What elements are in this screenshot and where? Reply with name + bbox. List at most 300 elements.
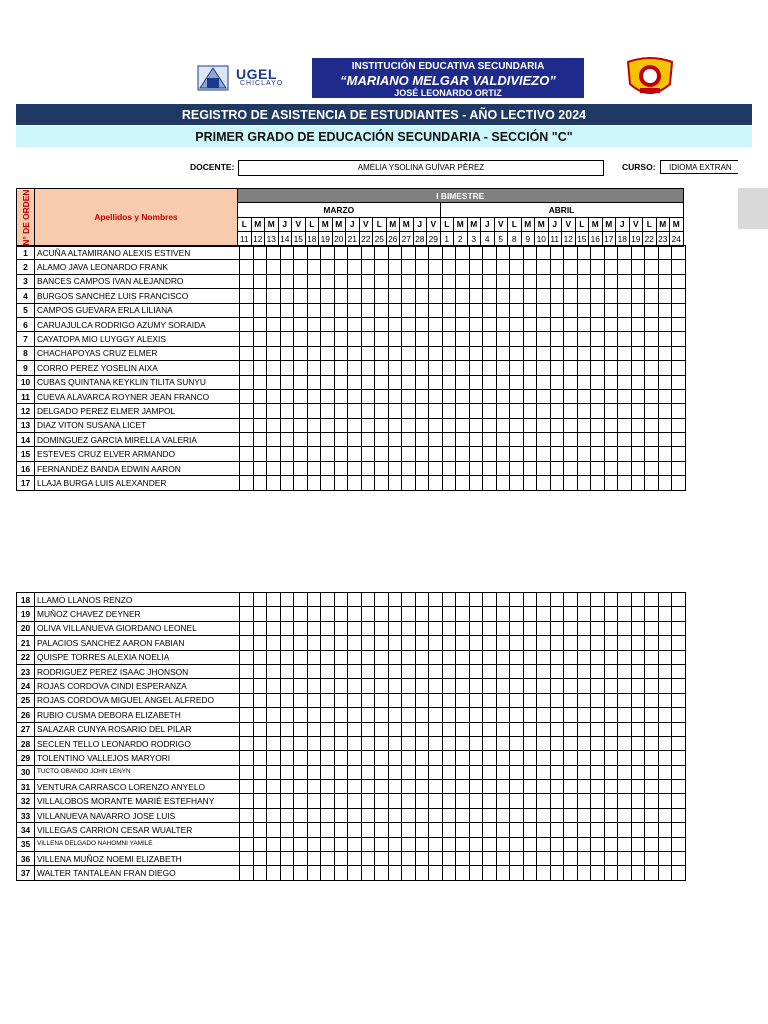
attendance-cell[interactable] xyxy=(321,866,335,880)
attendance-cell[interactable] xyxy=(240,621,254,635)
attendance-cell[interactable] xyxy=(402,780,416,794)
attendance-cell[interactable] xyxy=(604,852,618,866)
attendance-cell[interactable] xyxy=(483,375,497,389)
attendance-cell[interactable] xyxy=(415,461,429,475)
attendance-cell[interactable] xyxy=(361,289,375,303)
attendance-cell[interactable] xyxy=(307,260,321,274)
attendance-cell[interactable] xyxy=(591,289,605,303)
attendance-cell[interactable] xyxy=(388,808,402,822)
attendance-cell[interactable] xyxy=(618,246,632,260)
attendance-cell[interactable] xyxy=(496,679,510,693)
attendance-cell[interactable] xyxy=(523,780,537,794)
attendance-cell[interactable] xyxy=(415,650,429,664)
attendance-cell[interactable] xyxy=(645,751,659,765)
attendance-cell[interactable] xyxy=(550,476,564,490)
attendance-cell[interactable] xyxy=(469,303,483,317)
attendance-cell[interactable] xyxy=(537,375,551,389)
attendance-cell[interactable] xyxy=(564,636,578,650)
attendance-cell[interactable] xyxy=(388,433,402,447)
attendance-cell[interactable] xyxy=(672,389,686,403)
attendance-cell[interactable] xyxy=(658,823,672,837)
attendance-cell[interactable] xyxy=(550,332,564,346)
attendance-cell[interactable] xyxy=(361,375,375,389)
attendance-cell[interactable] xyxy=(631,332,645,346)
attendance-cell[interactable] xyxy=(591,837,605,851)
attendance-cell[interactable] xyxy=(321,332,335,346)
attendance-cell[interactable] xyxy=(537,418,551,432)
attendance-cell[interactable] xyxy=(334,808,348,822)
attendance-cell[interactable] xyxy=(537,679,551,693)
attendance-cell[interactable] xyxy=(348,823,362,837)
attendance-cell[interactable] xyxy=(402,361,416,375)
attendance-cell[interactable] xyxy=(631,693,645,707)
attendance-cell[interactable] xyxy=(402,461,416,475)
attendance-cell[interactable] xyxy=(510,852,524,866)
attendance-cell[interactable] xyxy=(658,607,672,621)
attendance-cell[interactable] xyxy=(307,389,321,403)
attendance-cell[interactable] xyxy=(550,736,564,750)
attendance-cell[interactable] xyxy=(388,289,402,303)
attendance-cell[interactable] xyxy=(537,837,551,851)
attendance-cell[interactable] xyxy=(496,794,510,808)
attendance-cell[interactable] xyxy=(321,650,335,664)
attendance-cell[interactable] xyxy=(618,679,632,693)
attendance-cell[interactable] xyxy=(240,317,254,331)
attendance-cell[interactable] xyxy=(294,866,308,880)
attendance-cell[interactable] xyxy=(523,461,537,475)
attendance-cell[interactable] xyxy=(334,260,348,274)
attendance-cell[interactable] xyxy=(550,447,564,461)
attendance-cell[interactable] xyxy=(658,650,672,664)
attendance-cell[interactable] xyxy=(496,607,510,621)
attendance-cell[interactable] xyxy=(564,650,578,664)
attendance-cell[interactable] xyxy=(280,621,294,635)
attendance-cell[interactable] xyxy=(672,708,686,722)
attendance-cell[interactable] xyxy=(361,780,375,794)
attendance-cell[interactable] xyxy=(240,593,254,607)
attendance-cell[interactable] xyxy=(442,823,456,837)
attendance-cell[interactable] xyxy=(564,303,578,317)
attendance-cell[interactable] xyxy=(469,332,483,346)
attendance-cell[interactable] xyxy=(550,274,564,288)
attendance-cell[interactable] xyxy=(496,866,510,880)
attendance-cell[interactable] xyxy=(550,708,564,722)
attendance-cell[interactable] xyxy=(348,332,362,346)
attendance-cell[interactable] xyxy=(253,650,267,664)
attendance-cell[interactable] xyxy=(591,693,605,707)
attendance-cell[interactable] xyxy=(334,607,348,621)
attendance-cell[interactable] xyxy=(388,621,402,635)
attendance-cell[interactable] xyxy=(240,607,254,621)
attendance-cell[interactable] xyxy=(240,346,254,360)
attendance-cell[interactable] xyxy=(510,664,524,678)
attendance-cell[interactable] xyxy=(415,736,429,750)
attendance-cell[interactable] xyxy=(564,607,578,621)
attendance-cell[interactable] xyxy=(415,476,429,490)
attendance-cell[interactable] xyxy=(402,332,416,346)
attendance-cell[interactable] xyxy=(348,260,362,274)
attendance-cell[interactable] xyxy=(348,708,362,722)
attendance-cell[interactable] xyxy=(510,260,524,274)
attendance-cell[interactable] xyxy=(402,852,416,866)
attendance-cell[interactable] xyxy=(645,679,659,693)
attendance-cell[interactable] xyxy=(645,621,659,635)
attendance-cell[interactable] xyxy=(402,404,416,418)
attendance-cell[interactable] xyxy=(510,780,524,794)
attendance-cell[interactable] xyxy=(280,375,294,389)
attendance-cell[interactable] xyxy=(537,708,551,722)
attendance-cell[interactable] xyxy=(267,621,281,635)
attendance-cell[interactable] xyxy=(469,593,483,607)
attendance-cell[interactable] xyxy=(523,751,537,765)
attendance-cell[interactable] xyxy=(294,303,308,317)
attendance-cell[interactable] xyxy=(618,274,632,288)
attendance-cell[interactable] xyxy=(550,433,564,447)
attendance-cell[interactable] xyxy=(280,664,294,678)
attendance-cell[interactable] xyxy=(564,447,578,461)
attendance-cell[interactable] xyxy=(564,736,578,750)
attendance-cell[interactable] xyxy=(253,447,267,461)
attendance-cell[interactable] xyxy=(537,476,551,490)
attendance-cell[interactable] xyxy=(564,866,578,880)
attendance-cell[interactable] xyxy=(618,389,632,403)
attendance-cell[interactable] xyxy=(442,389,456,403)
attendance-cell[interactable] xyxy=(334,593,348,607)
attendance-cell[interactable] xyxy=(523,447,537,461)
attendance-cell[interactable] xyxy=(294,332,308,346)
attendance-cell[interactable] xyxy=(321,593,335,607)
attendance-cell[interactable] xyxy=(591,418,605,432)
attendance-cell[interactable] xyxy=(523,664,537,678)
attendance-cell[interactable] xyxy=(510,693,524,707)
attendance-cell[interactable] xyxy=(550,780,564,794)
attendance-cell[interactable] xyxy=(618,361,632,375)
attendance-cell[interactable] xyxy=(402,389,416,403)
attendance-cell[interactable] xyxy=(577,593,591,607)
attendance-cell[interactable] xyxy=(483,433,497,447)
attendance-cell[interactable] xyxy=(429,650,443,664)
attendance-cell[interactable] xyxy=(645,808,659,822)
attendance-cell[interactable] xyxy=(496,808,510,822)
attendance-cell[interactable] xyxy=(496,461,510,475)
attendance-cell[interactable] xyxy=(483,794,497,808)
attendance-cell[interactable] xyxy=(618,780,632,794)
attendance-cell[interactable] xyxy=(658,593,672,607)
attendance-cell[interactable] xyxy=(402,607,416,621)
attendance-cell[interactable] xyxy=(402,274,416,288)
attendance-cell[interactable] xyxy=(321,722,335,736)
attendance-cell[interactable] xyxy=(496,722,510,736)
attendance-cell[interactable] xyxy=(294,418,308,432)
attendance-cell[interactable] xyxy=(402,837,416,851)
attendance-cell[interactable] xyxy=(510,418,524,432)
attendance-cell[interactable] xyxy=(604,607,618,621)
attendance-cell[interactable] xyxy=(672,593,686,607)
attendance-cell[interactable] xyxy=(672,461,686,475)
attendance-cell[interactable] xyxy=(523,808,537,822)
attendance-cell[interactable] xyxy=(442,736,456,750)
attendance-cell[interactable] xyxy=(456,476,470,490)
attendance-cell[interactable] xyxy=(402,650,416,664)
attendance-cell[interactable] xyxy=(672,246,686,260)
attendance-cell[interactable] xyxy=(442,361,456,375)
attendance-cell[interactable] xyxy=(429,751,443,765)
attendance-cell[interactable] xyxy=(253,693,267,707)
attendance-cell[interactable] xyxy=(469,476,483,490)
attendance-cell[interactable] xyxy=(469,260,483,274)
attendance-cell[interactable] xyxy=(456,780,470,794)
attendance-cell[interactable] xyxy=(415,303,429,317)
attendance-cell[interactable] xyxy=(388,765,402,779)
attendance-cell[interactable] xyxy=(348,476,362,490)
attendance-cell[interactable] xyxy=(240,260,254,274)
attendance-cell[interactable] xyxy=(402,664,416,678)
attendance-cell[interactable] xyxy=(618,346,632,360)
attendance-cell[interactable] xyxy=(550,303,564,317)
attendance-cell[interactable] xyxy=(294,837,308,851)
attendance-cell[interactable] xyxy=(510,447,524,461)
attendance-cell[interactable] xyxy=(388,823,402,837)
attendance-cell[interactable] xyxy=(537,461,551,475)
attendance-cell[interactable] xyxy=(645,765,659,779)
attendance-cell[interactable] xyxy=(604,636,618,650)
attendance-cell[interactable] xyxy=(496,837,510,851)
attendance-cell[interactable] xyxy=(375,636,389,650)
attendance-cell[interactable] xyxy=(402,303,416,317)
attendance-cell[interactable] xyxy=(442,375,456,389)
attendance-cell[interactable] xyxy=(280,650,294,664)
attendance-cell[interactable] xyxy=(267,765,281,779)
attendance-cell[interactable] xyxy=(564,823,578,837)
attendance-cell[interactable] xyxy=(618,461,632,475)
attendance-cell[interactable] xyxy=(645,274,659,288)
attendance-cell[interactable] xyxy=(348,765,362,779)
attendance-cell[interactable] xyxy=(496,693,510,707)
attendance-cell[interactable] xyxy=(537,332,551,346)
attendance-cell[interactable] xyxy=(240,476,254,490)
attendance-cell[interactable] xyxy=(456,722,470,736)
attendance-cell[interactable] xyxy=(564,679,578,693)
attendance-cell[interactable] xyxy=(348,837,362,851)
attendance-cell[interactable] xyxy=(631,866,645,880)
attendance-cell[interactable] xyxy=(429,636,443,650)
attendance-cell[interactable] xyxy=(631,404,645,418)
attendance-cell[interactable] xyxy=(658,346,672,360)
attendance-cell[interactable] xyxy=(631,447,645,461)
attendance-cell[interactable] xyxy=(253,765,267,779)
attendance-cell[interactable] xyxy=(280,447,294,461)
attendance-cell[interactable] xyxy=(294,260,308,274)
attendance-cell[interactable] xyxy=(388,246,402,260)
attendance-cell[interactable] xyxy=(523,317,537,331)
attendance-cell[interactable] xyxy=(483,852,497,866)
attendance-cell[interactable] xyxy=(658,289,672,303)
attendance-cell[interactable] xyxy=(361,433,375,447)
attendance-cell[interactable] xyxy=(442,274,456,288)
attendance-cell[interactable] xyxy=(321,808,335,822)
attendance-cell[interactable] xyxy=(415,794,429,808)
attendance-cell[interactable] xyxy=(658,389,672,403)
attendance-cell[interactable] xyxy=(307,794,321,808)
attendance-cell[interactable] xyxy=(442,765,456,779)
attendance-cell[interactable] xyxy=(388,476,402,490)
attendance-cell[interactable] xyxy=(537,650,551,664)
attendance-cell[interactable] xyxy=(415,593,429,607)
attendance-cell[interactable] xyxy=(280,593,294,607)
attendance-cell[interactable] xyxy=(388,274,402,288)
attendance-cell[interactable] xyxy=(348,679,362,693)
attendance-cell[interactable] xyxy=(253,418,267,432)
attendance-cell[interactable] xyxy=(442,852,456,866)
attendance-cell[interactable] xyxy=(577,664,591,678)
attendance-cell[interactable] xyxy=(631,418,645,432)
attendance-cell[interactable] xyxy=(253,303,267,317)
attendance-cell[interactable] xyxy=(469,736,483,750)
attendance-cell[interactable] xyxy=(550,361,564,375)
attendance-cell[interactable] xyxy=(267,650,281,664)
attendance-cell[interactable] xyxy=(415,636,429,650)
attendance-cell[interactable] xyxy=(469,837,483,851)
attendance-cell[interactable] xyxy=(537,823,551,837)
attendance-cell[interactable] xyxy=(321,607,335,621)
attendance-cell[interactable] xyxy=(253,346,267,360)
attendance-cell[interactable] xyxy=(388,693,402,707)
attendance-cell[interactable] xyxy=(388,332,402,346)
attendance-cell[interactable] xyxy=(577,418,591,432)
attendance-cell[interactable] xyxy=(321,433,335,447)
attendance-cell[interactable] xyxy=(240,303,254,317)
attendance-cell[interactable] xyxy=(402,246,416,260)
attendance-cell[interactable] xyxy=(469,246,483,260)
attendance-cell[interactable] xyxy=(645,289,659,303)
attendance-cell[interactable] xyxy=(483,679,497,693)
attendance-cell[interactable] xyxy=(280,389,294,403)
attendance-cell[interactable] xyxy=(253,751,267,765)
attendance-cell[interactable] xyxy=(321,447,335,461)
attendance-cell[interactable] xyxy=(388,780,402,794)
attendance-cell[interactable] xyxy=(537,447,551,461)
attendance-cell[interactable] xyxy=(240,375,254,389)
attendance-cell[interactable] xyxy=(577,736,591,750)
attendance-cell[interactable] xyxy=(618,289,632,303)
attendance-cell[interactable] xyxy=(361,346,375,360)
attendance-cell[interactable] xyxy=(361,317,375,331)
attendance-cell[interactable] xyxy=(415,404,429,418)
attendance-cell[interactable] xyxy=(267,780,281,794)
attendance-cell[interactable] xyxy=(388,389,402,403)
attendance-cell[interactable] xyxy=(631,593,645,607)
attendance-cell[interactable] xyxy=(267,404,281,418)
attendance-cell[interactable] xyxy=(294,621,308,635)
attendance-cell[interactable] xyxy=(240,404,254,418)
attendance-cell[interactable] xyxy=(361,765,375,779)
attendance-cell[interactable] xyxy=(604,765,618,779)
attendance-cell[interactable] xyxy=(523,389,537,403)
attendance-cell[interactable] xyxy=(240,447,254,461)
attendance-cell[interactable] xyxy=(348,650,362,664)
attendance-cell[interactable] xyxy=(618,837,632,851)
attendance-cell[interactable] xyxy=(240,289,254,303)
attendance-cell[interactable] xyxy=(550,593,564,607)
attendance-cell[interactable] xyxy=(280,794,294,808)
attendance-cell[interactable] xyxy=(591,404,605,418)
attendance-cell[interactable] xyxy=(510,765,524,779)
attendance-cell[interactable] xyxy=(510,607,524,621)
attendance-cell[interactable] xyxy=(456,303,470,317)
attendance-cell[interactable] xyxy=(429,418,443,432)
attendance-cell[interactable] xyxy=(375,317,389,331)
attendance-cell[interactable] xyxy=(375,289,389,303)
attendance-cell[interactable] xyxy=(375,389,389,403)
attendance-cell[interactable] xyxy=(496,636,510,650)
attendance-cell[interactable] xyxy=(645,664,659,678)
attendance-cell[interactable] xyxy=(321,461,335,475)
attendance-cell[interactable] xyxy=(429,447,443,461)
attendance-cell[interactable] xyxy=(550,317,564,331)
attendance-cell[interactable] xyxy=(496,708,510,722)
attendance-cell[interactable] xyxy=(483,246,497,260)
attendance-cell[interactable] xyxy=(375,780,389,794)
attendance-cell[interactable] xyxy=(442,837,456,851)
attendance-cell[interactable] xyxy=(348,866,362,880)
attendance-cell[interactable] xyxy=(537,751,551,765)
attendance-cell[interactable] xyxy=(334,679,348,693)
attendance-cell[interactable] xyxy=(523,708,537,722)
attendance-cell[interactable] xyxy=(321,260,335,274)
attendance-cell[interactable] xyxy=(240,679,254,693)
attendance-cell[interactable] xyxy=(483,260,497,274)
attendance-cell[interactable] xyxy=(577,866,591,880)
attendance-cell[interactable] xyxy=(267,433,281,447)
attendance-cell[interactable] xyxy=(550,765,564,779)
attendance-cell[interactable] xyxy=(496,260,510,274)
attendance-cell[interactable] xyxy=(429,260,443,274)
attendance-cell[interactable] xyxy=(334,852,348,866)
attendance-cell[interactable] xyxy=(429,461,443,475)
attendance-cell[interactable] xyxy=(483,317,497,331)
attendance-cell[interactable] xyxy=(604,260,618,274)
attendance-cell[interactable] xyxy=(307,246,321,260)
attendance-cell[interactable] xyxy=(577,303,591,317)
attendance-cell[interactable] xyxy=(483,289,497,303)
attendance-cell[interactable] xyxy=(577,751,591,765)
attendance-cell[interactable] xyxy=(294,607,308,621)
attendance-cell[interactable] xyxy=(577,607,591,621)
attendance-cell[interactable] xyxy=(672,332,686,346)
attendance-cell[interactable] xyxy=(253,780,267,794)
attendance-cell[interactable] xyxy=(348,621,362,635)
attendance-cell[interactable] xyxy=(591,274,605,288)
attendance-cell[interactable] xyxy=(618,607,632,621)
attendance-cell[interactable] xyxy=(307,650,321,664)
attendance-cell[interactable] xyxy=(618,375,632,389)
attendance-cell[interactable] xyxy=(267,375,281,389)
attendance-cell[interactable] xyxy=(294,708,308,722)
attendance-cell[interactable] xyxy=(631,346,645,360)
attendance-cell[interactable] xyxy=(294,274,308,288)
attendance-cell[interactable] xyxy=(361,476,375,490)
attendance-cell[interactable] xyxy=(456,289,470,303)
attendance-cell[interactable] xyxy=(429,693,443,707)
attendance-cell[interactable] xyxy=(280,765,294,779)
attendance-cell[interactable] xyxy=(564,317,578,331)
attendance-cell[interactable] xyxy=(456,317,470,331)
attendance-cell[interactable] xyxy=(280,418,294,432)
attendance-cell[interactable] xyxy=(564,461,578,475)
attendance-cell[interactable] xyxy=(253,679,267,693)
attendance-cell[interactable] xyxy=(361,447,375,461)
attendance-cell[interactable] xyxy=(483,621,497,635)
